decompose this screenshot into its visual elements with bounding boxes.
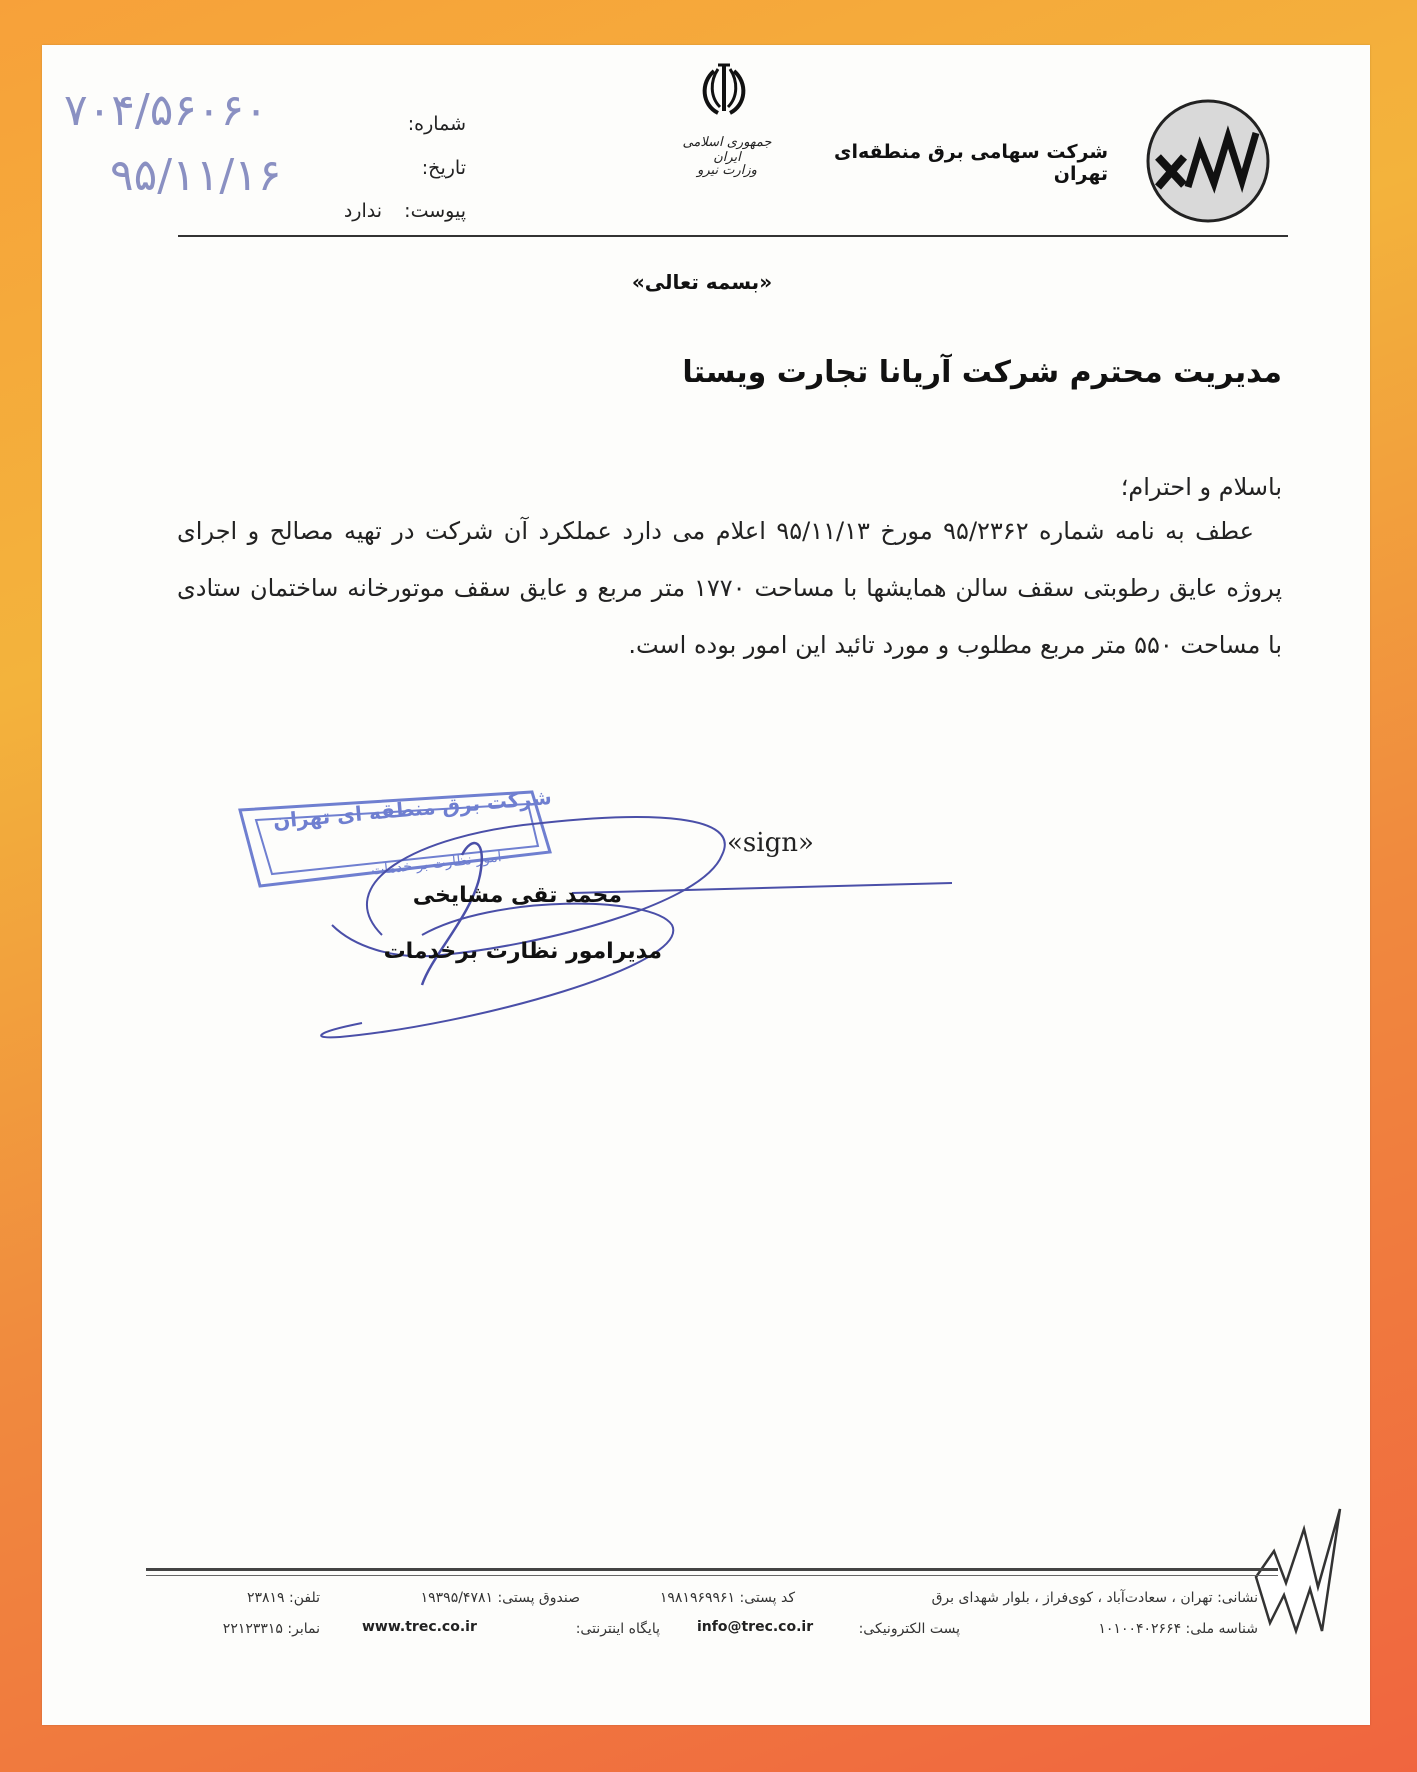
- attachment-label: پیوست:: [404, 200, 466, 222]
- emblem-text-line1: جمهوری اسلامی ایران: [682, 135, 772, 165]
- greeting: باسلام و احترام؛: [1120, 473, 1282, 501]
- stamp-text-top: شرکت برق منطقه ای تهران: [272, 784, 553, 834]
- company-name: شرکت سهامی برق منطقه‌ای تهران: [834, 141, 1108, 185]
- addressee: مدیریت محترم شرکت آریانا تجارت ویستا: [682, 355, 1282, 390]
- basmala: «بسمه تعالی»: [631, 270, 773, 294]
- sign-marker: «sign»: [727, 828, 814, 858]
- signer-name: محمد تقی مشایخی: [412, 883, 622, 908]
- header-divider: [178, 235, 1288, 237]
- footer-po-box: صندوق پستی: ۱۹۳۹۵/۴۷۸۱: [420, 1590, 580, 1606]
- footer-postal-code: کد پستی: ۱۹۸۱۹۶۹۹۶۱: [659, 1590, 795, 1606]
- footer-website: www.trec.co.ir: [362, 1619, 477, 1635]
- date-value: ۹۵/۱۱/۱۶: [110, 150, 282, 201]
- stamp-text-bottom: امور نظارت بر خدمات: [370, 849, 503, 879]
- footer-email-label: پست الکترونیکی:: [858, 1621, 960, 1637]
- footer-email: info@trec.co.ir: [697, 1619, 814, 1635]
- handwritten-signature: [272, 775, 962, 1045]
- date-label: تاریخ:: [421, 157, 466, 179]
- footer-address: نشانی: تهران ، سعادت‌آباد ، کوی‌فراز ، بلوار شهدای برق: [931, 1590, 1258, 1606]
- emblem-text-line2: وزارت نیرو: [697, 163, 757, 178]
- footer-national-id: شناسه ملی: ۱۰۱۰۰۴۰۲۶۶۴: [1098, 1621, 1258, 1637]
- footer-fax: نمابر: ۲۲۱۲۳۳۱۵: [222, 1621, 320, 1637]
- company-logo: [1144, 97, 1272, 225]
- footer-phone: تلفن: ۲۳۸۱۹: [246, 1590, 320, 1606]
- signer-title: مدیرامور نظارت برخدمات: [383, 939, 662, 964]
- number-label: شماره:: [407, 113, 466, 135]
- letter-body: عطف به نامه شماره ۹۵/۲۳۶۲ مورخ ۹۵/۱۱/۱۳ اعلام می دارد عملکرد آن شرکت در تهیه مصالح و اجرای پروژه عایق رطوبتی سقف سالن همایشها با مساحت ۱۷۷۰ متر مربع و عایق سقف موتورخانه ساختمان ستادی با مساحت ۵۵۰ متر مربع مطلوب و مورد تائید این امور بوده است.: [177, 517, 1282, 659]
- attachment-value: ندارد: [343, 200, 382, 222]
- national-emblem-icon: [696, 61, 752, 121]
- footer-website-label: پایگاه اینترنتی:: [575, 1621, 660, 1637]
- letter-page: [42, 45, 1370, 1725]
- number-value: ۷۰۴/۵۶۰۶۰: [64, 85, 268, 136]
- footer-divider: [146, 1568, 1278, 1571]
- footer-divider-thin: [146, 1575, 1278, 1576]
